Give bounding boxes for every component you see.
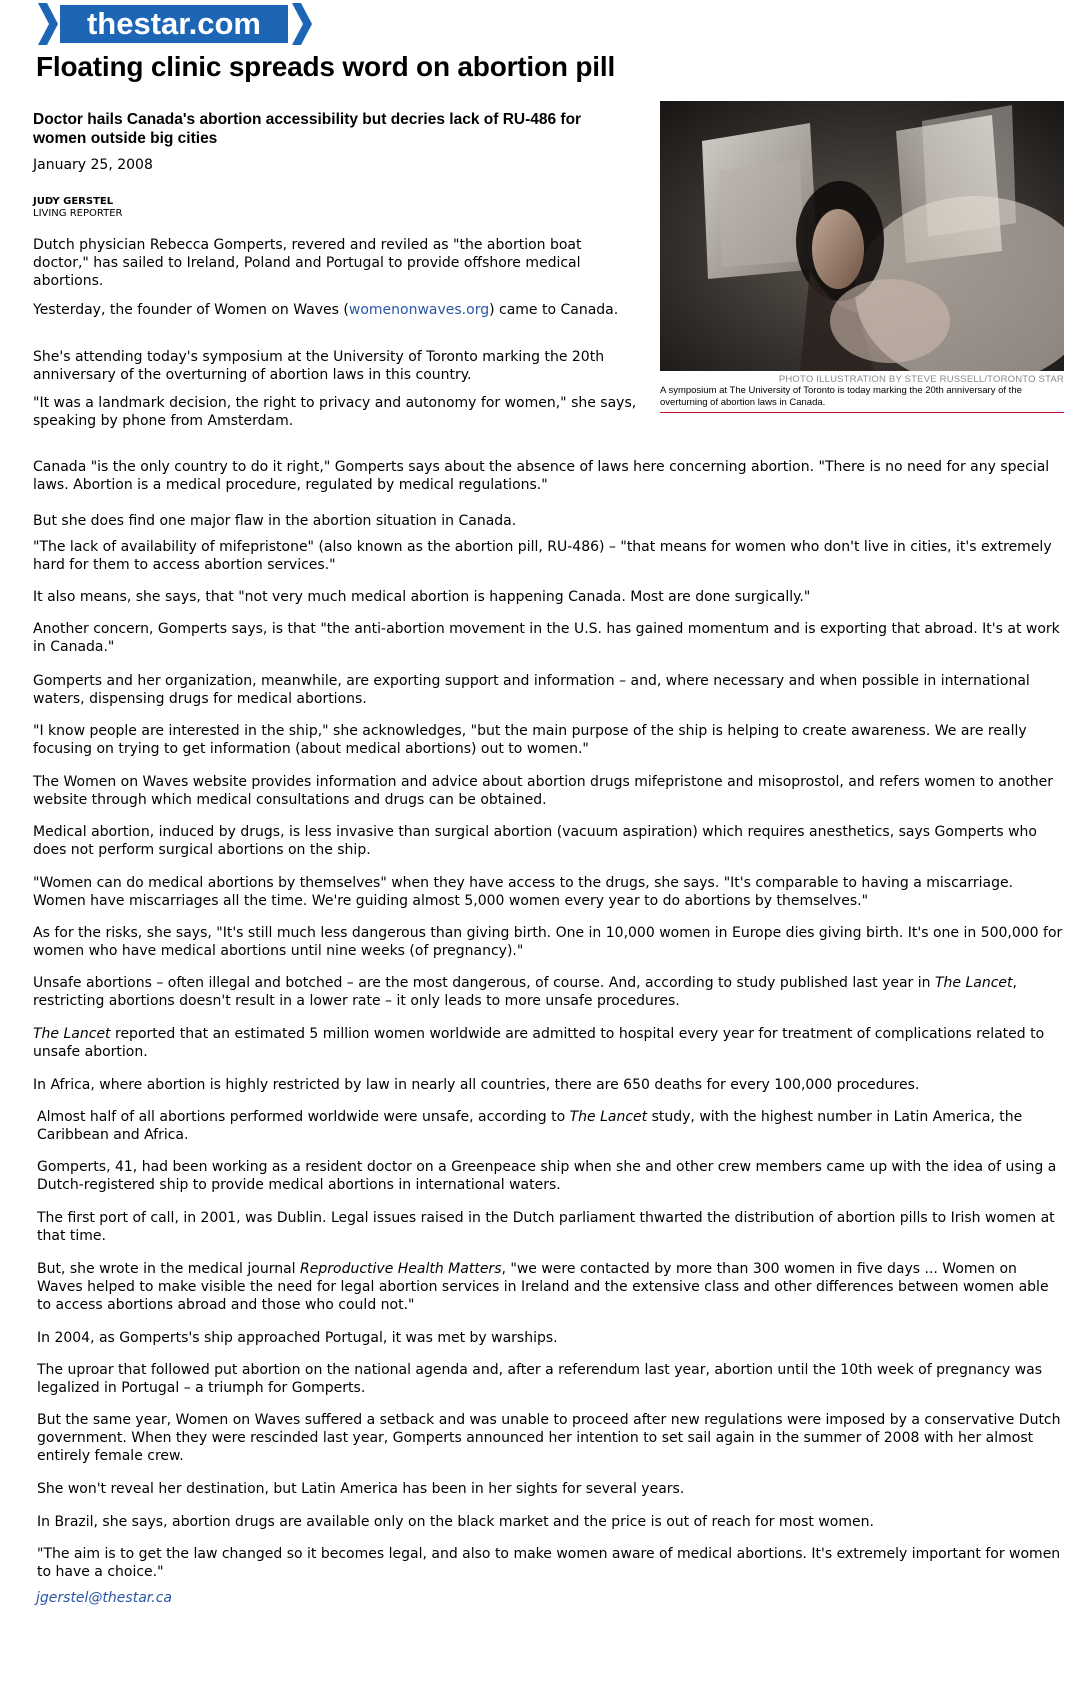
paragraph: "It was a landmark decision, the right to privacy and autonomy for women," she says, speaking by phone from Amsterdam. [33, 395, 637, 429]
headline: Floating clinic spreads word on abortion pill [36, 51, 616, 82]
paragraph: "I know people are interested in the ship," she acknowledges, "but the main purpose of the ship is helping to create awareness. We are really focusing on trying to get information (about medical abortions) out to women." [33, 723, 1027, 757]
paragraph: Another concern, Gomperts says, is that "the anti-abortion movement in the U.S. has gained momentum and is exporting that abroad. It's at work in Canada." [33, 621, 1060, 655]
article-photo [660, 101, 1064, 371]
logo-text: thestar.com [86, 6, 262, 41]
paragraph: The Women on Waves website provides information and advice about abortion drugs mifepristone and misoprostol, and refers women to another website through which medical consultations and drugs can be obtained. [33, 774, 1054, 808]
paragraph: In Africa, where abortion is highly restricted by law in nearly all countries, there are 650 deaths for every 100,000 procedures. [33, 1077, 920, 1093]
paragraph: She's attending today's symposium at the University of Toronto marking the 20th anniversary of the overturning of abortion laws in this country. [33, 349, 605, 383]
author-email-link[interactable]: jgerstel@thestar.ca [36, 1590, 172, 1606]
paragraph: "Women can do medical abortions by themselves" when they have access to the drugs, she says. "It's comparable to having a miscarriage. Women have miscarriages all the time. We're guiding almost 5,000 women every year to do abortions by themselves." [33, 875, 1014, 909]
paragraph: As for the risks, she says, "It's still much less dangerous than giving birth. One in 10,000 women in Europe dies giving birth. It's one in 500,000 for women who have medical abortions until nine weeks (of pregnancy)." [33, 925, 1063, 959]
paragraph: In Brazil, she says, abortion drugs are available only on the black market and the price is out of reach for most women. [37, 1514, 874, 1530]
author-role: LIVING REPORTER [33, 208, 123, 219]
paragraph: Gomperts, 41, had been working as a resident doctor on a Greenpeace ship when she and other crew members came up with the idea of using a Dutch-registered ship to provide medical abortions in international waters. [37, 1159, 1057, 1193]
paragraph: The Lancet reported that an estimated 5 million women worldwide are admitted to hospital every year for treatment of complications related to unsafe abortion. [33, 1026, 1045, 1060]
deck: Doctor hails Canada's abortion accessibility but decries lack of RU-486 for women outside big cities [33, 111, 582, 147]
publish-date: January 25, 2008 [33, 157, 153, 173]
byline [33, 196, 122, 220]
author-name: JUDY GERSTEL [33, 196, 114, 207]
paragraph: Canada "is the only country to do it right," Gomperts says about the absence of laws here concerning abortion. "There is no need for any special laws. Abortion is a medical procedure, regulated by medical regulations." [33, 459, 1050, 493]
paragraph: In 2004, as Gomperts's ship approached Portugal, it was met by warships. [37, 1330, 558, 1346]
paragraph: Almost half of all abortions performed worldwide were unsafe, according to The Lancet study, with the highest number in Latin America, the Caribbean and Africa. [37, 1109, 1023, 1143]
paragraph: The first port of call, in 2001, was Dublin. Legal issues raised in the Dutch parliament thwarted the distribution of abortion pills to Irish women at that time. [37, 1210, 1055, 1244]
paragraph: But she does find one major flaw in the abortion situation in Canada. [33, 513, 517, 529]
photo-credit: PHOTO ILLUSTRATION BY STEVE RUSSELL/TORONTO STAR [778, 374, 1064, 385]
paragraph: Medical abortion, induced by drugs, is less invasive than surgical abortion (vacuum aspiration) which requires anesthetics, says Gomperts who does not perform surgical abortions on the ship. [33, 824, 1037, 858]
thestar-logo[interactable] [36, 3, 314, 45]
paragraph: But, she wrote in the medical journal Reproductive Health Matters, "we were contacted by more than 300 women in five days ... Women on Waves helped to make visible the need for legal abortion services in Ireland and the extensive class and other differences between women able to access abortions abroad and those who could not." [37, 1261, 1049, 1313]
paragraph: Unsafe abortions – often illegal and botched – are the most dangerous, of course. And, according to study published last year in The Lancet, restricting abortions doesn't result in a lower rate – it only leads to more unsafe procedures. [33, 975, 1017, 1009]
paragraph: She won't reveal her destination, but Latin America has been in her sights for several years. [37, 1481, 685, 1497]
paragraph: Gomperts and her organization, meanwhile, are exporting support and information – and, where necessary and when possible in international waters, dispensing drugs for medical abortions. [33, 673, 1030, 707]
paragraph: The uproar that followed put abortion on the national agenda and, after a referendum last year, abortion until the 10th week of pregnancy was legalized in Portugal – a triumph for Gomperts. [37, 1362, 1043, 1396]
paragraph: Dutch physician Rebecca Gomperts, revered and reviled as "the abortion boat doctor," has sailed to Ireland, Poland and Portugal to provide offshore medical abortions. [33, 237, 582, 289]
photo-caption: A symposium at The University of Toronto is today marking the 20th anniversary of the overturning of abortion laws in Canada. [660, 385, 1064, 413]
paragraph: Yesterday, the founder of Women on Waves (womenonwaves.org) came to Canada. [33, 302, 619, 318]
womenonwaves-link[interactable]: womenonwaves.org [348, 302, 490, 318]
paragraph: "The lack of availability of mifepristone" (also known as the abortion pill, RU-486) – "that means for women who don't live in cities, it's extremely hard for them to access abortion services." [33, 539, 1052, 573]
paragraph: It also means, she says, that "not very much medical abortion is happening Canada. Most are done surgically." [33, 589, 811, 605]
paragraph: But the same year, Women on Waves suffered a setback and was unable to proceed after new regulations were imposed by a conservative Dutch government. When they were rescinded last year, Gomperts announced her intention to set sail again in the summer of 2008 with her almost entirely female crew. [37, 1412, 1061, 1464]
paragraph: "The aim is to get the law changed so it becomes legal, and also to make women aware of medical abortions. It's extremely important for women to have a choice." [37, 1546, 1061, 1580]
